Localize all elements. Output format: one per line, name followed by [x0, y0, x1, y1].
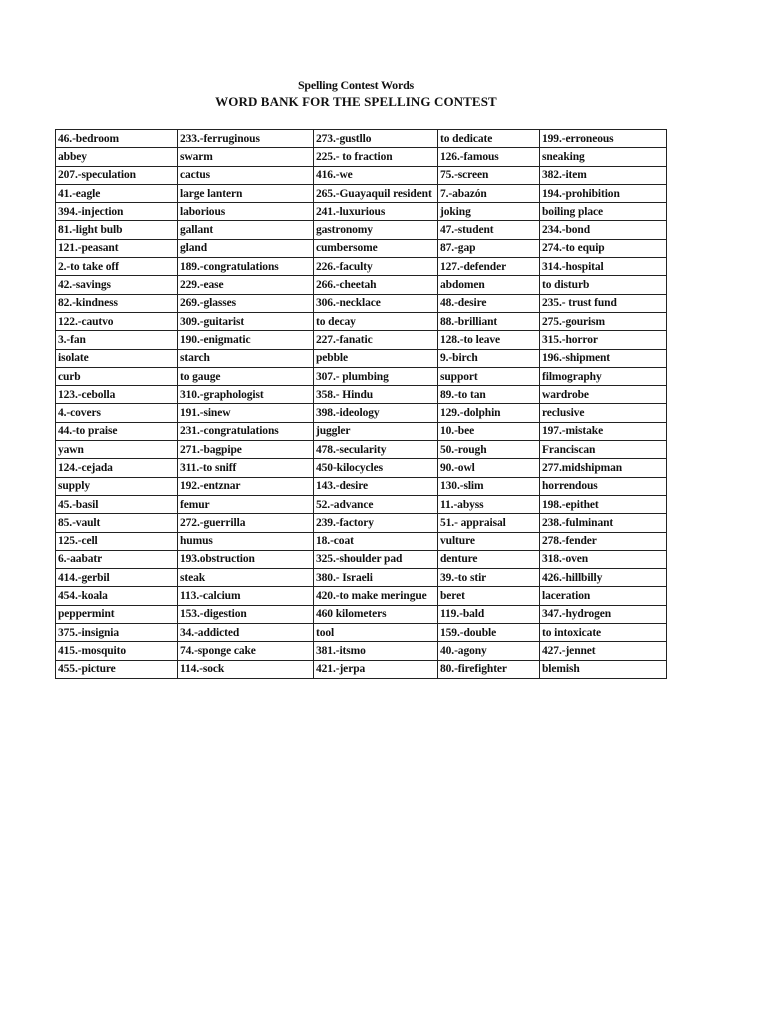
- word-cell: abbey: [56, 148, 178, 166]
- word-cell: support: [438, 367, 540, 385]
- table-row: [56, 130, 667, 148]
- word-cell: large lantern: [178, 184, 314, 202]
- word-cell: to decay: [314, 312, 438, 330]
- word-cell: gland: [178, 239, 314, 257]
- word-cell: 128.-to leave: [438, 331, 540, 349]
- word-cell: 90.-owl: [438, 459, 540, 477]
- word-cell: 41.-eagle: [56, 184, 178, 202]
- word-cell: femur: [178, 495, 314, 513]
- word-cell: 380.- Israeli: [314, 569, 438, 587]
- word-cell: blemish: [540, 660, 667, 678]
- word-cell: supply: [56, 477, 178, 495]
- word-cell: 123.-cebolla: [56, 386, 178, 404]
- word-cell: 420.-to make meringue: [314, 587, 438, 605]
- word-cell: 44.-to praise: [56, 422, 178, 440]
- word-cell: 3.-fan: [56, 331, 178, 349]
- word-cell: boiling place: [540, 203, 667, 221]
- word-cell: 7.-abazón: [438, 184, 540, 202]
- word-cell: 74.-sponge cake: [178, 642, 314, 660]
- word-cell: 153.-digestion: [178, 605, 314, 623]
- word-cell: cumbersome: [314, 239, 438, 257]
- word-cell: cactus: [178, 166, 314, 184]
- word-cell: 307.- plumbing: [314, 367, 438, 385]
- word-cell: swarm: [178, 148, 314, 166]
- word-cell: 143.-desire: [314, 477, 438, 495]
- word-cell: 233.-ferruginous: [178, 130, 314, 148]
- table-row: [56, 495, 667, 513]
- word-cell: 122.-cautvo: [56, 312, 178, 330]
- document-title: Spelling Contest Words: [297, 78, 415, 92]
- word-cell: 199.-erroneous: [540, 130, 667, 148]
- table-row: [56, 477, 667, 495]
- word-cell: 48.-desire: [438, 294, 540, 312]
- word-cell: 381.-itsmo: [314, 642, 438, 660]
- word-cell: 269.-glasses: [178, 294, 314, 312]
- word-cell: 309.-guitarist: [178, 312, 314, 330]
- table-row: [56, 239, 667, 257]
- word-cell: 52.-advance: [314, 495, 438, 513]
- table-row: [56, 550, 667, 568]
- table-row: [56, 514, 667, 532]
- word-cell: filmography: [540, 367, 667, 385]
- table-row: [56, 660, 667, 678]
- word-cell: 318.-oven: [540, 550, 667, 568]
- table-row: [56, 587, 667, 605]
- word-cell: juggler: [314, 422, 438, 440]
- word-cell: gallant: [178, 221, 314, 239]
- word-cell: 82.-kindness: [56, 294, 178, 312]
- word-cell: 310.-graphologist: [178, 386, 314, 404]
- word-cell: 190.-enigmatic: [178, 331, 314, 349]
- word-bank-table: [55, 129, 667, 679]
- word-cell: 189.-congratulations: [178, 258, 314, 276]
- table-row: [56, 276, 667, 294]
- word-cell: 40.-agony: [438, 642, 540, 660]
- word-cell: 119.-bald: [438, 605, 540, 623]
- word-cell: 315.-horror: [540, 331, 667, 349]
- word-cell: reclusive: [540, 404, 667, 422]
- word-cell: 196.-shipment: [540, 349, 667, 367]
- word-cell: 225.- to fraction: [314, 148, 438, 166]
- word-cell: 277.midshipman: [540, 459, 667, 477]
- word-cell: steak: [178, 569, 314, 587]
- word-cell: 306.-necklace: [314, 294, 438, 312]
- word-cell: 271.-bagpipe: [178, 441, 314, 459]
- table-row: [56, 386, 667, 404]
- word-cell: abdomen: [438, 276, 540, 294]
- word-cell: 88.-brilliant: [438, 312, 540, 330]
- table-row: [56, 184, 667, 202]
- word-cell: 398.-ideology: [314, 404, 438, 422]
- word-cell: 450-kilocycles: [314, 459, 438, 477]
- word-cell: 426.-hillbilly: [540, 569, 667, 587]
- word-cell: 9.-birch: [438, 349, 540, 367]
- word-cell: 121.-peasant: [56, 239, 178, 257]
- word-cell: 347.-hydrogen: [540, 605, 667, 623]
- word-cell: 113.-calcium: [178, 587, 314, 605]
- word-cell: 18.-coat: [314, 532, 438, 550]
- word-cell: Franciscan: [540, 441, 667, 459]
- word-cell: 227.-fanatic: [314, 331, 438, 349]
- word-cell: 126.-famous: [438, 148, 540, 166]
- word-cell: to dedicate: [438, 130, 540, 148]
- word-cell: 266.-cheetah: [314, 276, 438, 294]
- word-cell: 207.-speculation: [56, 166, 178, 184]
- word-cell: 81.-light bulb: [56, 221, 178, 239]
- word-cell: 460 kilometers: [314, 605, 438, 623]
- word-cell: 358.- Hindu: [314, 386, 438, 404]
- word-cell: 47.-student: [438, 221, 540, 239]
- word-cell: horrendous: [540, 477, 667, 495]
- word-cell: 34.-addicted: [178, 624, 314, 642]
- word-cell: pebble: [314, 349, 438, 367]
- word-cell: denture: [438, 550, 540, 568]
- word-cell: 382.-item: [540, 166, 667, 184]
- word-cell: 42.-savings: [56, 276, 178, 294]
- table-row: [56, 532, 667, 550]
- word-cell: 416.-we: [314, 166, 438, 184]
- word-cell: 375.-insignia: [56, 624, 178, 642]
- word-cell: 455.-picture: [56, 660, 178, 678]
- table-row: [56, 221, 667, 239]
- word-cell: 229.-ease: [178, 276, 314, 294]
- word-cell: gastronomy: [314, 221, 438, 239]
- document-subtitle: WORD BANK FOR THE SPELLING CONTEST: [215, 94, 497, 109]
- word-cell: 85.-vault: [56, 514, 178, 532]
- word-cell: 421.-jerpa: [314, 660, 438, 678]
- word-cell: 272.-guerrilla: [178, 514, 314, 532]
- word-cell: 394.-injection: [56, 203, 178, 221]
- word-cell: 273.-gustllo: [314, 130, 438, 148]
- word-cell: 278.-fender: [540, 532, 667, 550]
- word-cell: yawn: [56, 441, 178, 459]
- word-cell: 192.-entznar: [178, 477, 314, 495]
- table-row: [56, 422, 667, 440]
- word-cell: to gauge: [178, 367, 314, 385]
- word-cell: to intoxicate: [540, 624, 667, 642]
- word-cell: peppermint: [56, 605, 178, 623]
- word-cell: laceration: [540, 587, 667, 605]
- word-cell: 454.-koala: [56, 587, 178, 605]
- word-cell: 159.-double: [438, 624, 540, 642]
- word-cell: 197.-mistake: [540, 422, 667, 440]
- word-cell: 6.-aabatr: [56, 550, 178, 568]
- word-bank-body: [56, 130, 667, 679]
- table-row: [56, 166, 667, 184]
- word-cell: 194.-prohibition: [540, 184, 667, 202]
- word-cell: 234.-bond: [540, 221, 667, 239]
- table-row: [56, 148, 667, 166]
- word-cell: 241.-luxurious: [314, 203, 438, 221]
- table-row: [56, 441, 667, 459]
- word-cell: 50.-rough: [438, 441, 540, 459]
- word-cell: 2.-to take off: [56, 258, 178, 276]
- word-cell: joking: [438, 203, 540, 221]
- word-cell: 311.-to sniff: [178, 459, 314, 477]
- word-cell: vulture: [438, 532, 540, 550]
- table-row: [56, 605, 667, 623]
- word-cell: 127.-defender: [438, 258, 540, 276]
- word-cell: 231.-congratulations: [178, 422, 314, 440]
- table-row: [56, 258, 667, 276]
- word-cell: humus: [178, 532, 314, 550]
- word-cell: 314.-hospital: [540, 258, 667, 276]
- word-cell: curb: [56, 367, 178, 385]
- word-cell: 193.obstruction: [178, 550, 314, 568]
- word-cell: 414.-gerbil: [56, 569, 178, 587]
- table-row: [56, 624, 667, 642]
- word-cell: 80.-firefighter: [438, 660, 540, 678]
- word-cell: 39.-to stir: [438, 569, 540, 587]
- word-cell: sneaking: [540, 148, 667, 166]
- word-cell: 130.-slim: [438, 477, 540, 495]
- word-cell: 275.-gourism: [540, 312, 667, 330]
- word-cell: beret: [438, 587, 540, 605]
- word-cell: 239.-factory: [314, 514, 438, 532]
- word-cell: 45.-basil: [56, 495, 178, 513]
- word-cell: 46.-bedroom: [56, 130, 178, 148]
- word-cell: 4.-covers: [56, 404, 178, 422]
- word-cell: 274.-to equip: [540, 239, 667, 257]
- word-cell: 75.-screen: [438, 166, 540, 184]
- word-cell: wardrobe: [540, 386, 667, 404]
- table-row: [56, 294, 667, 312]
- table-row: [56, 312, 667, 330]
- word-cell: 427.-jennet: [540, 642, 667, 660]
- word-cell: 265.-Guayaquil resident: [314, 184, 438, 202]
- word-cell: 87.-gap: [438, 239, 540, 257]
- table-row: [56, 367, 667, 385]
- word-cell: 226.-faculty: [314, 258, 438, 276]
- word-cell: laborious: [178, 203, 314, 221]
- word-cell: 238.-fulminant: [540, 514, 667, 532]
- word-cell: 129.-dolphin: [438, 404, 540, 422]
- word-cell: 114.-sock: [178, 660, 314, 678]
- word-cell: 124.-cejada: [56, 459, 178, 477]
- table-row: [56, 331, 667, 349]
- word-cell: 191.-sinew: [178, 404, 314, 422]
- table-row: [56, 349, 667, 367]
- word-cell: starch: [178, 349, 314, 367]
- table-row: [56, 642, 667, 660]
- table-row: [56, 203, 667, 221]
- table-row: [56, 569, 667, 587]
- word-cell: 235.- trust fund: [540, 294, 667, 312]
- word-cell: tool: [314, 624, 438, 642]
- word-cell: 478.-secularity: [314, 441, 438, 459]
- word-cell: isolate: [56, 349, 178, 367]
- word-cell: 198.-epithet: [540, 495, 667, 513]
- word-cell: 10.-bee: [438, 422, 540, 440]
- word-cell: 325.-shoulder pad: [314, 550, 438, 568]
- word-cell: 11.-abyss: [438, 495, 540, 513]
- table-row: [56, 459, 667, 477]
- word-cell: 51.- appraisal: [438, 514, 540, 532]
- word-cell: to disturb: [540, 276, 667, 294]
- word-cell: 125.-cell: [56, 532, 178, 550]
- word-cell: 415.-mosquito: [56, 642, 178, 660]
- word-cell: 89.-to tan: [438, 386, 540, 404]
- table-row: [56, 404, 667, 422]
